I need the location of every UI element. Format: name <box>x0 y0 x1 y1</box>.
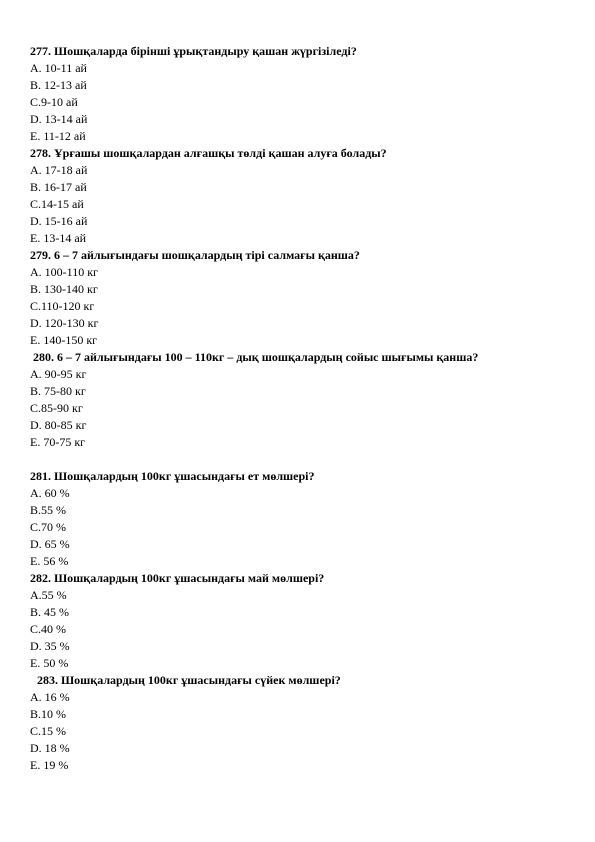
answer-option: B.55 % <box>30 503 66 517</box>
answer-option: B. 45 % <box>30 605 69 619</box>
answer-option: B. 12-13 ай <box>30 78 87 92</box>
answer-option: E. 50 % <box>30 656 69 670</box>
answer-option: E. 19 % <box>30 758 69 772</box>
question-text: 283. Шошқалардың 100кг ұшасындағы сүйек мөлшері? <box>37 673 341 687</box>
answer-option: D. 35 % <box>30 639 70 653</box>
answer-option: A. 17-18 ай <box>30 163 88 177</box>
question-text: 278. Ұрғашы шошқалардан алғашқы төлді қашан алуға болады? <box>30 146 387 160</box>
answer-option: A. 16 % <box>30 690 70 704</box>
answer-option: C.40 % <box>30 622 66 636</box>
question-text: 279. 6 – 7 айлығындағы шошқалардың тірі салмағы қанша? <box>30 248 360 262</box>
answer-option: A. 100-110 кг <box>30 265 98 279</box>
answer-option: D. 120-130 кг <box>30 316 99 330</box>
answer-option: C.15 % <box>30 724 66 738</box>
answer-option: B.10 % <box>30 707 66 721</box>
blank-line <box>30 451 570 468</box>
answer-option: D. 80-85 кг <box>30 418 87 432</box>
answer-option: D. 13-14 ай <box>30 112 88 126</box>
question-text: 282. Шошқалардың 100кг ұшасындағы май мөлшері? <box>30 571 325 585</box>
answer-option: D. 65 % <box>30 537 70 551</box>
answer-option: D. 15-16 ай <box>30 214 88 228</box>
answer-option: C.14-15 ай <box>30 197 84 211</box>
answer-option: C.110-120 кг <box>30 299 95 313</box>
answer-option: E. 56 % <box>30 554 69 568</box>
answer-option: A.55 % <box>30 588 67 602</box>
question-text: 277. Шошқаларда бірінші ұрықтандыру қашан жүргізіледі? <box>30 44 357 58</box>
answer-option: A. 60 % <box>30 486 70 500</box>
question-text: 281. Шошқалардың 100кг ұшасындағы ет мөлшері? <box>30 469 315 483</box>
answer-option: B. 75-80 кг <box>30 384 86 398</box>
answer-option: A. 90-95 кг <box>30 367 87 381</box>
answer-option: C.85-90 кг <box>30 401 83 415</box>
answer-option: E. 11-12 ай <box>30 129 86 143</box>
question-text: 280. 6 – 7 айлығындағы 100 – 110кг – дық шошқалардың сойыс шығымы қанша? <box>33 350 479 364</box>
answer-option: C.70 % <box>30 520 66 534</box>
answer-option: D. 18 % <box>30 741 70 755</box>
answer-option: B. 16-17 ай <box>30 180 87 194</box>
answer-option: E. 140-150 кг <box>30 333 98 347</box>
answer-option: E. 70-75 кг <box>30 435 86 449</box>
answer-option: A. 10-11 ай <box>30 61 87 75</box>
answer-option: B. 130-140 кг <box>30 282 98 296</box>
answer-option: C.9-10 ай <box>30 95 78 109</box>
answer-option: E. 13-14 ай <box>30 231 87 245</box>
document-page <box>30 43 570 774</box>
